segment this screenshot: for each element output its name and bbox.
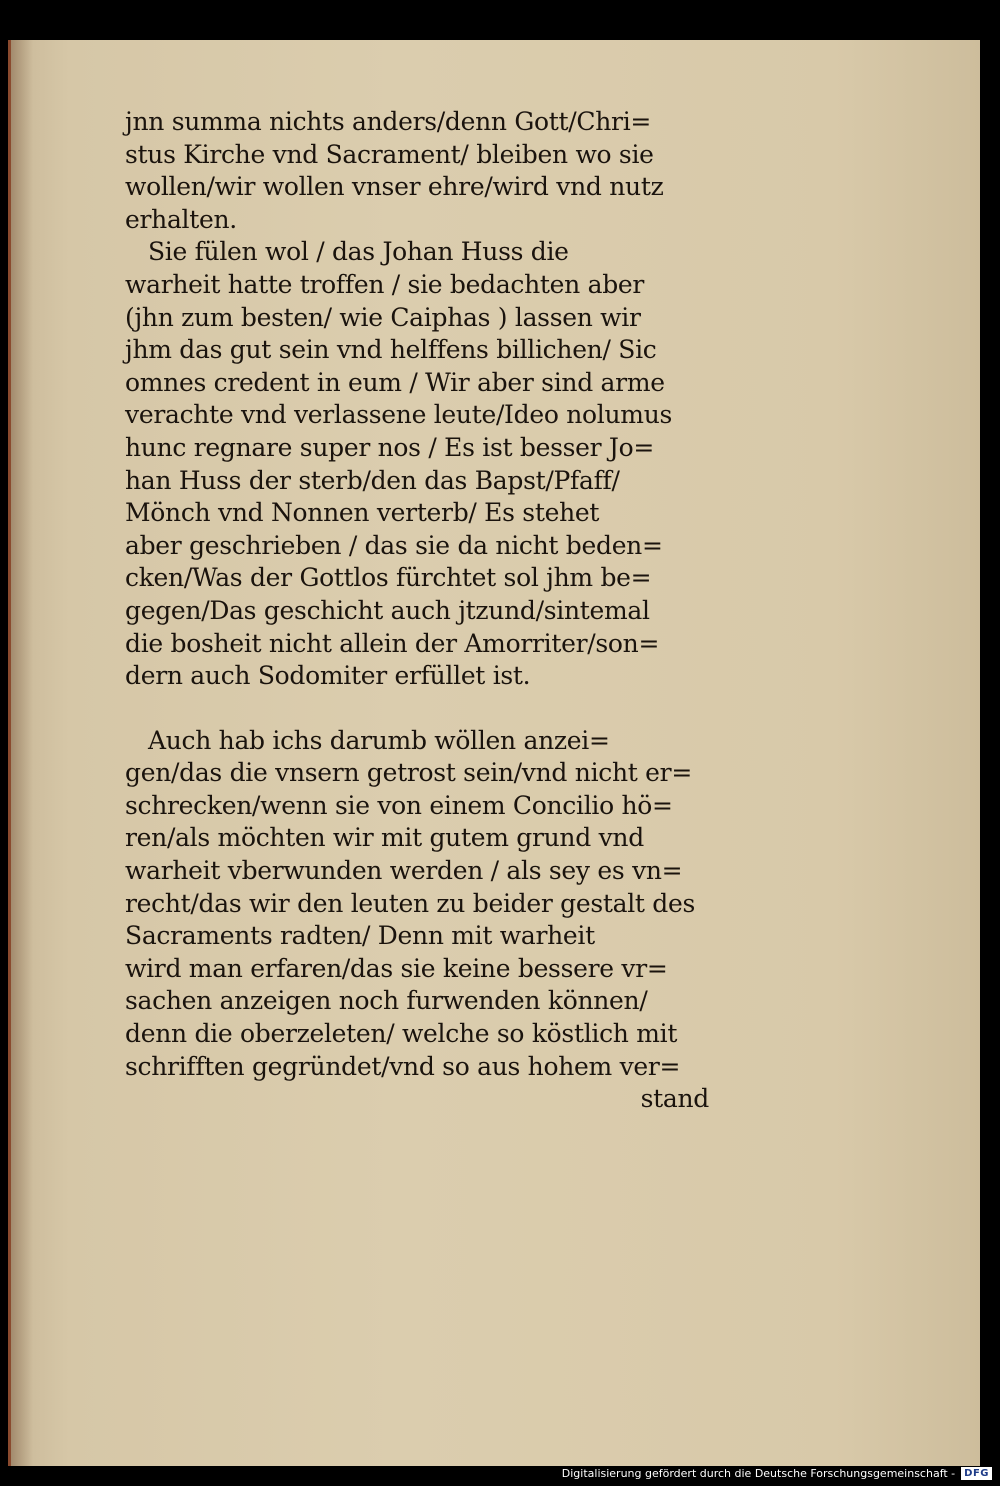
text-line: ren/als möchten wir mit gutem grund vnd [125,823,644,853]
paragraph-gap [125,693,735,725]
text-line: aber geschrieben / das sie da nicht beden= [125,530,663,560]
text-line: Sie fülen wol / das Johan Huss die [125,237,569,267]
text-line: stus Kirche vnd Sacrament/ bleiben wo sie [125,139,654,169]
digitization-credit [562,1467,992,1480]
text-line: hunc regnare super nos / Es ist besser Jo= [125,432,655,462]
text-line: sachen anzeigen noch furwenden können/ [125,986,648,1016]
text-line: warheit vberwunden werden / als sey es vn= [125,856,683,886]
catchword: stand [640,1084,709,1114]
text-line: verachte vnd verlassene leute/Ideo nolumus [125,400,673,430]
text-line: han Huss der sterb/den das Bapst/Pfaff/ [125,465,620,495]
text-line: dern auch Sodomiter erfüllet ist. [125,661,531,691]
text-line: schrecken/wenn sie von einem Concilio hö= [125,790,673,820]
text-line: wollen/wir wollen vnser ehre/wird vnd nutz [125,172,664,202]
text-line: Mönch vnd Nonnen verterb/ Es stehet [125,498,600,528]
text-line: (jhn zum besten/ wie Caiphas ) lassen wir [125,302,641,332]
text-line: schrifften gegründet/vnd so aus hohem ver= [125,1051,681,1081]
text-line: omnes credent in eum / Wir aber sind arme [125,367,665,397]
text-line: denn die oberzeleten/ welche so köstlich mit [125,1019,678,1049]
text-line: jnn summa nichts anders/denn Gott/Chri= [125,107,652,136]
text-line: erhalten. [125,204,237,234]
text-line: cken/Was der Gottlos fürchtet sol jhm be= [125,563,652,593]
text-line: Auch hab ichs darumb wöllen anzei= [125,725,610,755]
text-line: jhm das gut sein vnd helffens billichen/ Sic [125,335,657,365]
text-line: gen/das die vnsern getrost sein/vnd nicht er= [125,758,692,788]
book-page [8,40,980,1466]
text-line: die bosheit nicht allein der Amorriter/son= [125,628,660,658]
text-line: gegen/Das geschicht auch jtzund/sintemal [125,595,650,625]
text-line: warheit hatte troffen / sie bedachten aber [125,269,645,299]
text-block [125,106,735,1116]
text-line: wird man erfaren/das sie keine bessere vr= [125,953,668,983]
text-line: recht/das wir den leuten zu beider gestalt des [125,888,696,918]
dfg-logo: DFG [961,1467,992,1480]
text-line: Sacraments radten/ Denn mit warheit [125,921,595,951]
credit-text: Digitalisierung gefördert durch die Deutsche Forschungsgemeinschaft - [561,1467,956,1480]
